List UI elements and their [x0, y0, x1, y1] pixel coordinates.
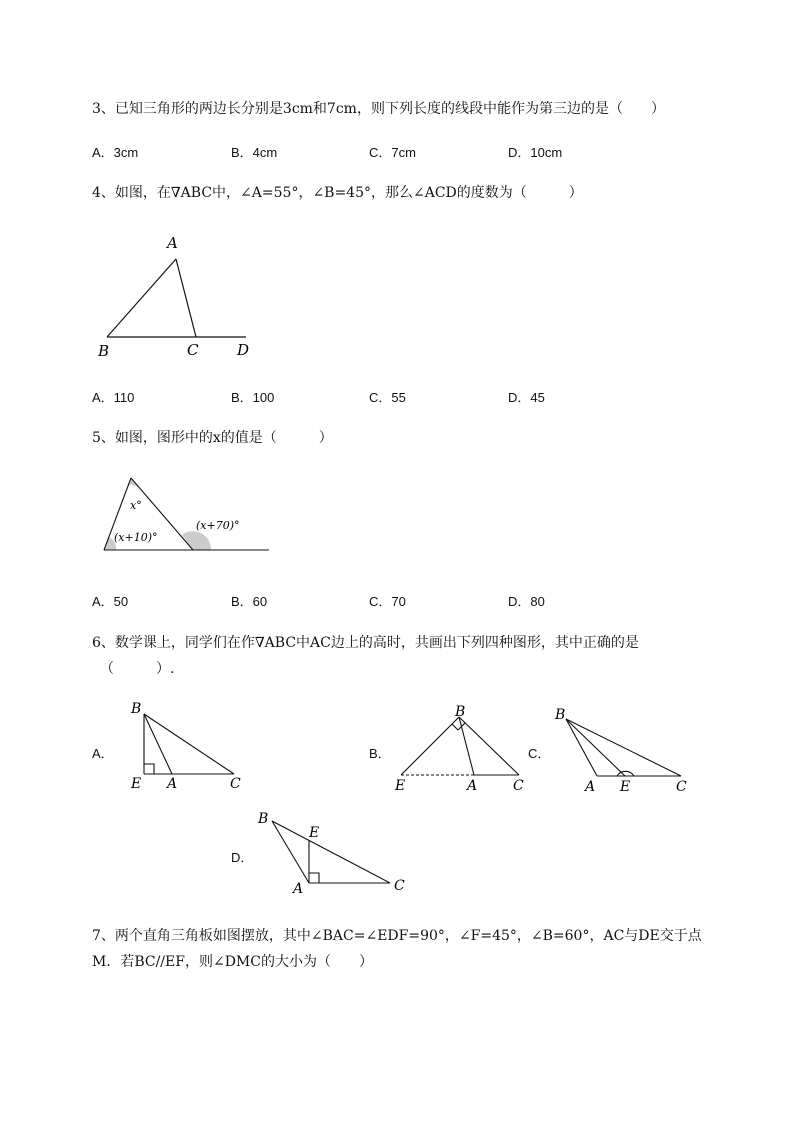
q3-option-c[interactable]: C．7cm — [369, 145, 416, 160]
q4-stem: 4、如图，在∇ABC中，∠A=55°，∠B=45°，那么∠ACD的度数为（ ） — [92, 185, 583, 201]
q6-figure-b — [394, 704, 524, 794]
q6b-label-e: E — [395, 778, 406, 794]
q6-figure-c — [554, 707, 687, 795]
q4-option-a[interactable]: A．110 — [92, 390, 135, 405]
q6d-label-a: A — [293, 881, 304, 897]
q6-option-d[interactable]: D． — [231, 850, 254, 865]
q6b-label-b: B — [455, 704, 466, 720]
q6a-label-e: E — [131, 776, 142, 792]
q3-option-a[interactable]: A．3cm — [92, 145, 139, 160]
q6b-label-c: C — [513, 778, 524, 794]
q6c-label-a: A — [585, 779, 596, 795]
q6-stem: 6、数学课上，同学们在作∇ABC中AC边上的高时，共画出下列四种图形，其中正确的是 — [92, 635, 639, 651]
q6d-label-b: B — [258, 811, 269, 827]
q5-option-d[interactable]: D．80 — [508, 594, 545, 609]
q6a-label-c: C — [230, 776, 241, 792]
q6-figure-a — [130, 701, 241, 792]
q6c-label-b: B — [555, 707, 566, 723]
q5-stem: 5、如图，图形中的x的值是（ ） — [92, 430, 333, 446]
q6c-label-e: E — [620, 779, 631, 795]
q5-option-c[interactable]: C．70 — [369, 594, 406, 609]
q5-label-left: (x+10)° — [114, 531, 158, 544]
q5-option-a[interactable]: A．50 — [92, 594, 129, 609]
q5-label-top: x° — [130, 499, 142, 512]
q4-option-b[interactable]: B．100 — [231, 390, 275, 405]
q5-option-b[interactable]: B．60 — [231, 594, 268, 609]
q5-label-ext: (x+70)° — [196, 519, 240, 532]
q6d-label-c: C — [394, 878, 405, 894]
q6a-label-a: A — [167, 776, 178, 792]
q6-option-b[interactable]: B． — [369, 746, 391, 761]
q4-label-c: C — [187, 341, 199, 359]
q3-option-b[interactable]: B．4cm — [231, 145, 278, 160]
q6-stem-blank: （ ）. — [100, 661, 175, 677]
q4-label-a: A — [167, 234, 178, 252]
q7-stem: 7、两个直角三角板如图摆放，其中∠BAC=∠EDF=90°，∠F=45°，∠B=60°，AC与DE交于点 — [92, 928, 702, 944]
q6d-label-e: E — [309, 825, 320, 841]
q6-figure-d — [257, 811, 405, 897]
q6a-label-b: B — [131, 701, 142, 717]
q7-stem-line2: M．若BC//EF，则∠DMC的大小为（ ） — [92, 954, 373, 970]
q6-option-a[interactable]: A． — [92, 746, 114, 761]
q4-option-d[interactable]: D．45 — [508, 390, 545, 405]
q4-label-b: B — [98, 342, 110, 360]
q4-label-d: D — [237, 341, 250, 359]
q5-figure — [104, 478, 269, 550]
q6b-label-a: A — [467, 778, 478, 794]
q6-option-c[interactable]: C． — [528, 746, 551, 761]
q6c-label-c: C — [676, 779, 687, 795]
q4-option-c[interactable]: C．55 — [369, 390, 406, 405]
q3-option-d[interactable]: D．10cm — [508, 145, 563, 160]
q3-stem: 3、已知三角形的两边长分别是3cm和7cm，则下列长度的线段中能作为第三边的是（ ） — [92, 101, 665, 117]
